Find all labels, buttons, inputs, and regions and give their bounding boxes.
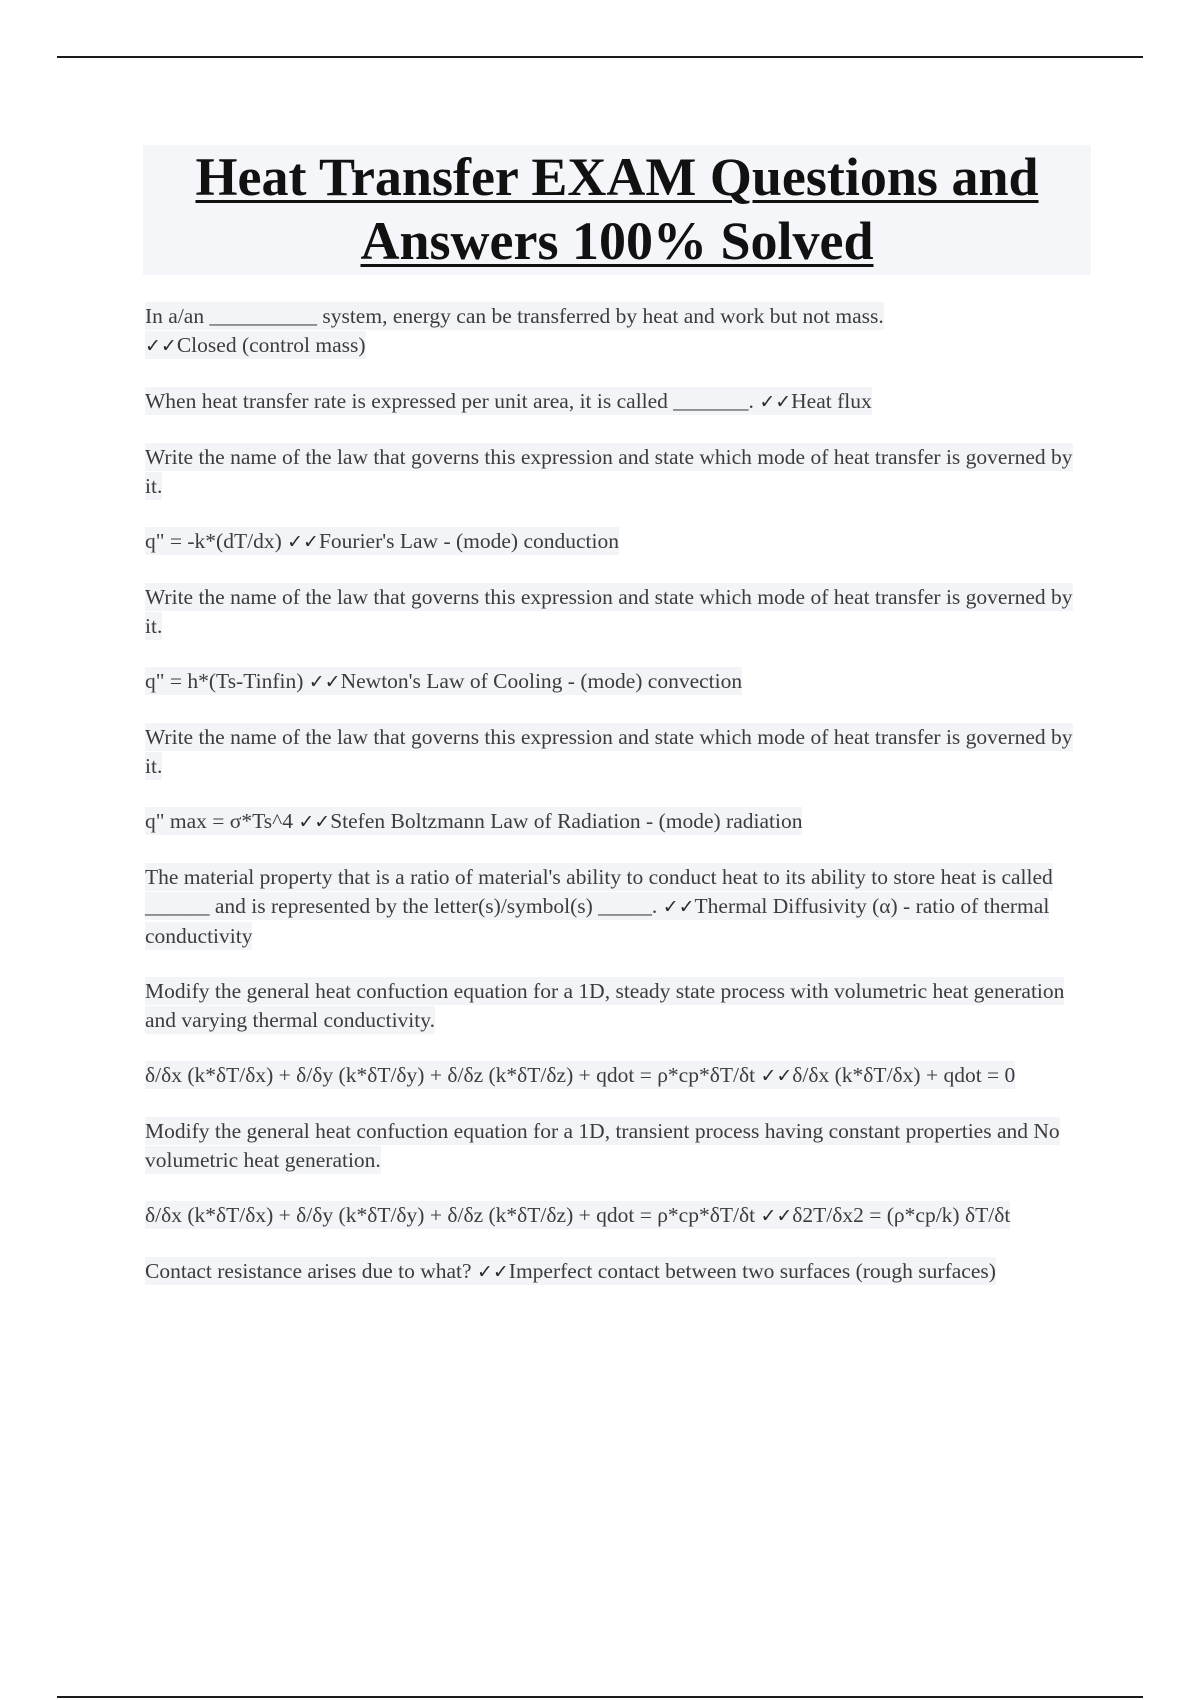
qa-item-1 <box>145 302 1090 361</box>
check-mark-icon: ✓✓ <box>760 1205 793 1227</box>
question-text: Contact resistance arises due to what? <box>145 1259 472 1283</box>
answer-text: Imperfect contact between two surfaces (rough surfaces) <box>508 1259 996 1283</box>
check-mark-icon: ✓✓ <box>760 1065 793 1087</box>
check-mark-icon: ✓✓ <box>145 335 177 357</box>
check-mark-icon: ✓✓ <box>759 391 792 413</box>
question-text: When heat transfer rate is expressed per unit area, it is called _______. <box>145 389 754 413</box>
question-text: In a/an __________ system, energy can be transferred by heat and work but not mass. <box>145 304 884 328</box>
qa-item-2 <box>145 387 1090 417</box>
qa-content <box>145 302 1090 1313</box>
answer-text: Fourier's Law - (mode) conduction <box>318 529 619 553</box>
question-text: δ/δx (k*δT/δx) + δ/δy (k*δT/δy) + δ/δz (k*δT/δz) + qdot = ρ*cp*δT/δt <box>145 1063 756 1087</box>
instruction-text: Write the name of the law that governs this expression and state which mode of heat transfer is governed by it. <box>145 445 1073 498</box>
question-text: q" = h*(Ts-Tinfin) <box>145 669 304 693</box>
qa-item-13 <box>145 1201 1090 1231</box>
question-text: q" = -k*(dT/dx) <box>145 529 282 553</box>
answer-text: Thermal Diffusivity (α) - ratio of thermal conductivity <box>145 894 1050 948</box>
qa-item-9 <box>145 863 1090 951</box>
answer-text: δ/δx (k*δT/δx) + qdot = 0 <box>792 1063 1016 1087</box>
answer-text: δ2T/δx2 = (ρ*cp/k) δT/δt <box>792 1203 1011 1227</box>
question-text: δ/δx (k*δT/δx) + δ/δy (k*δT/δy) + δ/δz (k*δT/δz) + qdot = ρ*cp*δT/δt <box>145 1203 756 1227</box>
check-mark-icon: ✓✓ <box>662 896 695 918</box>
answer-text: Stefen Boltzmann Law of Radiation - (mode) radiation <box>330 809 803 833</box>
instruction-item-10 <box>145 977 1090 1035</box>
top-rule <box>57 56 1143 58</box>
qa-item-11 <box>145 1061 1090 1091</box>
check-mark-icon: ✓✓ <box>298 811 331 833</box>
answer-text: Newton's Law of Cooling - (mode) convection <box>340 669 743 693</box>
qa-item-14 <box>145 1257 1090 1287</box>
qa-item-6 <box>145 667 1090 697</box>
instruction-item-5 <box>145 583 1090 641</box>
question-text: q" max = σ*Ts^4 <box>145 809 293 833</box>
instruction-text: Modify the general heat confuction equation for a 1D, steady state process with volumetric heat generation and varying thermal conductivity. <box>145 979 1065 1032</box>
instruction-text: Write the name of the law that governs this expression and state which mode of heat transfer is governed by it. <box>145 725 1073 778</box>
instruction-text: Write the name of the law that governs this expression and state which mode of heat transfer is governed by it. <box>145 585 1073 638</box>
bottom-rule <box>57 1696 1143 1698</box>
question-text: The material property that is a ratio of material's ability to conduct heat to its ability to store heat is called ______ and is represented by the letter(s)/symbol(s) _____. <box>145 865 1053 918</box>
title-block <box>143 145 1091 275</box>
check-mark-icon: ✓✓ <box>308 671 341 693</box>
answer-text: Closed (control mass) <box>176 333 366 357</box>
answer-text: Heat flux <box>791 389 872 413</box>
page-title-line-2: Answers 100% Solved <box>360 211 874 271</box>
instruction-item-12 <box>145 1117 1090 1175</box>
qa-item-4 <box>145 527 1090 557</box>
check-mark-icon: ✓✓ <box>287 531 319 553</box>
check-mark-icon: ✓✓ <box>476 1261 509 1283</box>
instruction-text: Modify the general heat confuction equation for a 1D, transient process having constant properties and No volumetric heat generation. <box>145 1119 1060 1172</box>
instruction-item-7 <box>145 723 1090 781</box>
qa-item-8 <box>145 807 1090 837</box>
page-title-line-1: Heat Transfer EXAM Questions and <box>195 147 1039 207</box>
instruction-item-3 <box>145 443 1090 501</box>
